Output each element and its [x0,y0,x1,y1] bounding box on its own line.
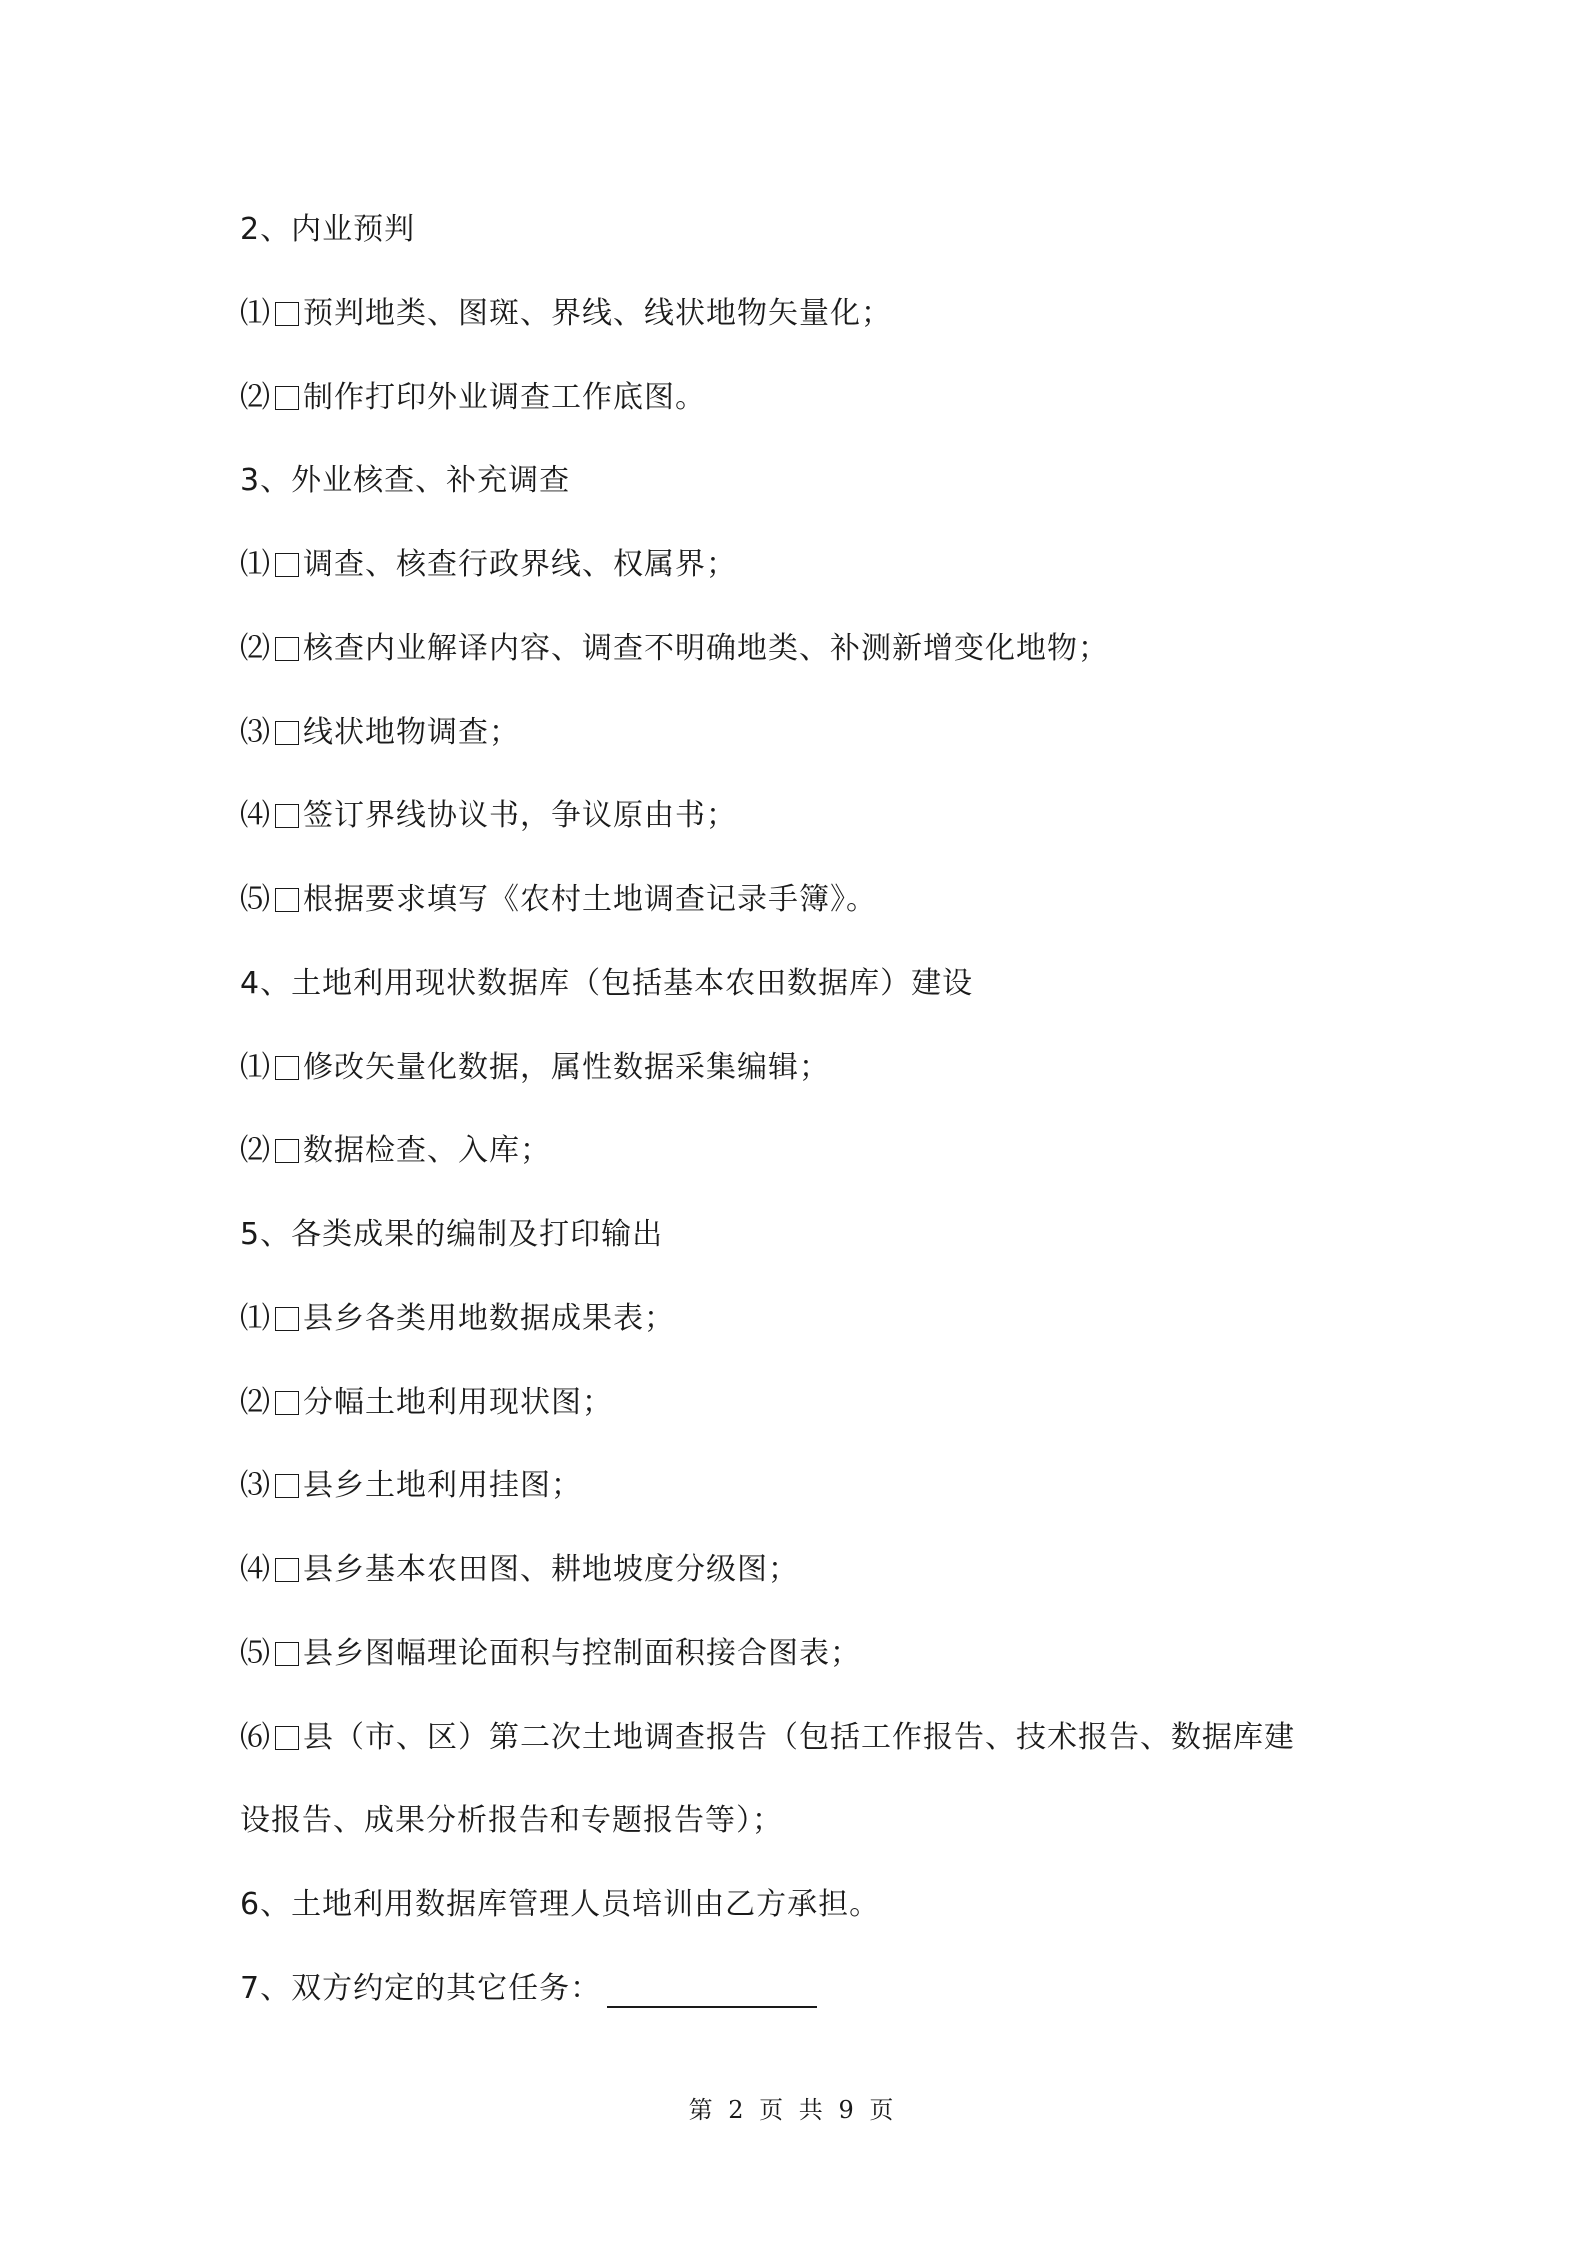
checkbox[interactable] [275,1307,299,1331]
list-item [240,1718,1295,1758]
item-text: 县乡各类用地数据成果表； [303,1301,675,1336]
checkbox[interactable] [275,1726,299,1750]
item-text: 预判地类、图斑、界线、线状地物矢量化； [303,296,892,331]
item-number: ⑴ [240,1050,271,1085]
item-number: ⑶ [240,1468,271,1503]
item-number: ⑴ [240,547,271,582]
item-number: ⑶ [240,715,271,750]
item-text: 根据要求填写《农村土地调查记录手簿》。 [303,882,877,917]
checkbox[interactable] [275,721,299,745]
item-number: ⑷ [240,1552,271,1587]
list-item [240,294,892,334]
section-heading: 4、土地利用现状数据库（包括基本农田数据库）建设 [240,966,974,1001]
item-text: 调查、核查行政界线、权属界； [303,547,737,582]
list-item [240,713,520,753]
checkbox[interactable] [275,386,299,410]
list-item [240,1299,675,1339]
item-text: 修改矢量化数据，属性数据采集编辑； [303,1050,830,1085]
section-heading: 2、内业预判 [240,212,416,247]
item-text: 数据检查、入库； [303,1133,551,1168]
checkbox[interactable] [275,1056,299,1080]
checkbox[interactable] [275,1642,299,1666]
item-text: 县（市、区）第二次土地调查报告（包括工作报告、技术报告、数据库建 [303,1720,1295,1755]
item-text: 核查内业解译内容、调查不明确地类、补测新增变化地物； [303,631,1109,666]
checkbox[interactable] [275,302,299,326]
item-text: 线状地物调查； [303,715,520,750]
item-text: 分幅土地利用现状图； [303,1385,613,1420]
item-number: ⑸ [240,882,271,917]
list-item [240,880,877,920]
checkbox[interactable] [275,804,299,828]
item-number: ⑵ [240,1385,271,1420]
item-number: ⑷ [240,798,271,833]
list-item [240,1131,551,1171]
fill-in-blank-field[interactable] [607,1972,817,2008]
list-item [240,378,706,418]
item-number: ⑴ [240,296,271,331]
checkbox[interactable] [275,1139,299,1163]
section-heading: 3、外业核查、补充调查 [240,463,571,498]
list-item [240,1466,582,1506]
item-text: 制作打印外业调查工作底图。 [303,380,706,415]
list-item [240,796,737,836]
checkbox[interactable] [275,1474,299,1498]
list-item [240,1048,830,1088]
list-item [240,1550,799,1590]
continuation-text: 设报告、成果分析报告和专题报告等）； [240,1803,783,1838]
item-text: 签订界线协议书，争议原由书； [303,798,737,833]
item-number: ⑵ [240,631,271,666]
section-heading: 6、土地利用数据库管理人员培训由乙方承担。 [240,1887,881,1922]
list-item [240,545,737,585]
section-heading: 5、各类成果的编制及打印输出 [240,1217,664,1252]
item-number: ⑴ [240,1301,271,1336]
list-item [240,1634,861,1674]
checkbox[interactable] [275,888,299,912]
list-item [240,1383,613,1423]
checkbox[interactable] [275,553,299,577]
section-heading: 7、双方约定的其它任务： [240,1969,817,2009]
checkbox[interactable] [275,1558,299,1582]
item-number: ⑹ [240,1720,271,1755]
item-number: ⑸ [240,1636,271,1671]
item-text: 县乡基本农田图、耕地坡度分级图； [303,1552,799,1587]
page-footer: 第 2 页 共 9 页 [688,2096,898,2124]
item-number: ⑵ [240,380,271,415]
checkbox[interactable] [275,1391,299,1415]
item-text: 县乡土地利用挂图； [303,1468,582,1503]
list-item [240,629,1109,669]
item-number: ⑵ [240,1133,271,1168]
item-text: 县乡图幅理论面积与控制面积接合图表； [303,1636,861,1671]
checkbox[interactable] [275,637,299,661]
